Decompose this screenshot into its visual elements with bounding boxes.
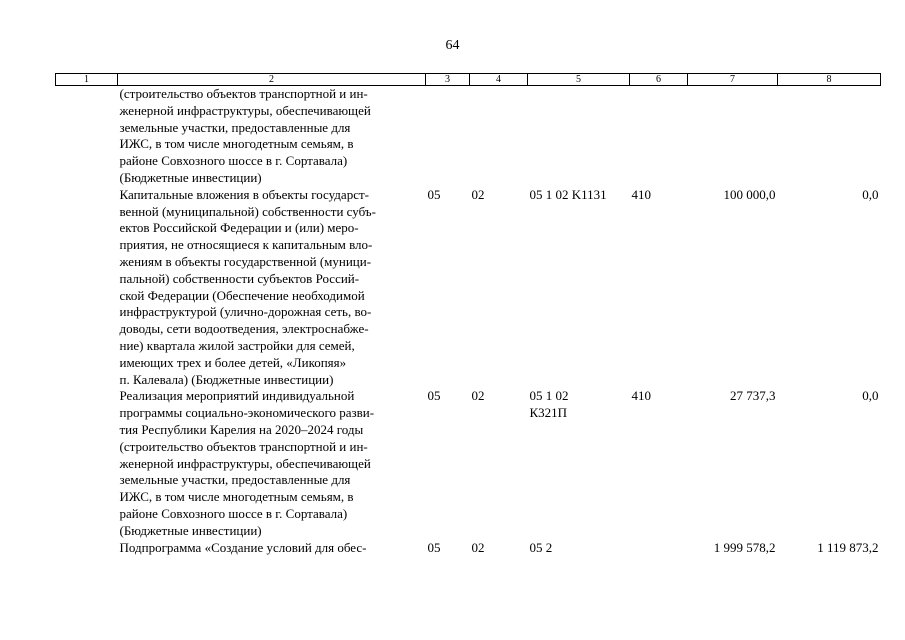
cell-section: [426, 86, 470, 187]
cell-amount-2: 1 119 873,2: [817, 539, 879, 555]
column-header-4: 4: [470, 74, 528, 86]
table-row: [56, 540, 881, 557]
cell-amount-2: [778, 86, 881, 187]
cell-target-article: 05 1 02 K1131: [529, 186, 607, 202]
column-header-5: 5: [528, 74, 630, 86]
cell-section: 05: [427, 388, 441, 404]
cell-target-article: 05 1 02 К321П: [529, 388, 569, 421]
cell-section: 05: [427, 539, 441, 555]
cell-amount-1: [688, 86, 778, 187]
column-header-1: 1: [56, 74, 118, 86]
cell-name: Подпрограмма «Создание условий для обес-: [119, 539, 367, 555]
cell-section: 05: [427, 186, 441, 202]
cell-subsection: 02: [471, 388, 485, 404]
cell-subsection: 02: [471, 539, 485, 555]
cell-target-article: [528, 86, 630, 187]
column-header-7: 7: [688, 74, 778, 86]
cell-amount-1: 100 000,0: [723, 186, 776, 202]
cell-name: Реализация мероприятий индивидуальной программы социально-экономического разви- тия Республики Карелия на 2020–2024 годы (строительство объектов транспортной и ин- женерной инфраструктуры, обеспечивающей земельные участки, предоставленные для ИЖС, в том числе многодетным семьям, в районе Совхозного шоссе в г. Сортавала) (Бюджетные инвестиции): [119, 388, 375, 538]
cell-col-1: [56, 86, 118, 187]
cell-amount-2: 0,0: [862, 388, 879, 404]
cell-expense-type: [630, 540, 688, 557]
budget-table: [55, 73, 881, 556]
column-header-2: 2: [118, 74, 426, 86]
cell-target-article: 05 2: [529, 539, 553, 555]
column-header-3: 3: [426, 74, 470, 86]
table-row: [56, 187, 881, 389]
cell-name: (строительство объектов транспортной и ин- женерной инфраструктуры, обеспечивающей земельные участки, предоставленные для ИЖС, в том числе многодетным семьям, в районе Совхозного шоссе в г. Сортавала) (Бюджетные инвестиции): [119, 86, 371, 185]
cell-subsection: 02: [471, 186, 485, 202]
column-header-6: 6: [630, 74, 688, 86]
cell-amount-2: 0,0: [862, 186, 879, 202]
cell-col-1: [56, 540, 118, 557]
cell-expense-type: 410: [631, 186, 651, 202]
cell-name: Капитальные вложения в объекты государст- венной (муниципальной) собственности субъ- ектов Российской Федерации и (или) меро- приятия, не относящиеся к капитальным вло- жениям в объекты государственной (муници- пальной) собственности субъектов Россий- ской Федерации (Обеспечение необходимой инфраструктурой (улично-дорожная сеть, во- доводы, сети водоотведения, электроснабже- ние) квартала жилой застройки для семей, имеющих трех и более детей, «Ликопяя» п. Калевала) (Бюджетные инвестиции): [119, 186, 376, 387]
cell-col-1: [56, 187, 118, 389]
column-header-8: 8: [778, 74, 881, 86]
cell-amount-1: 27 737,3: [730, 388, 776, 404]
cell-expense-type: 410: [631, 388, 651, 404]
page-number: 64: [445, 38, 460, 53]
table-body: [56, 86, 881, 557]
cell-expense-type: [630, 86, 688, 187]
table-row: [56, 86, 881, 187]
table-header-row: [56, 74, 881, 86]
cell-amount-1: 1 999 578,2: [713, 539, 776, 555]
cell-col-1: [56, 388, 118, 539]
table-row: [56, 388, 881, 539]
cell-subsection: [470, 86, 528, 187]
